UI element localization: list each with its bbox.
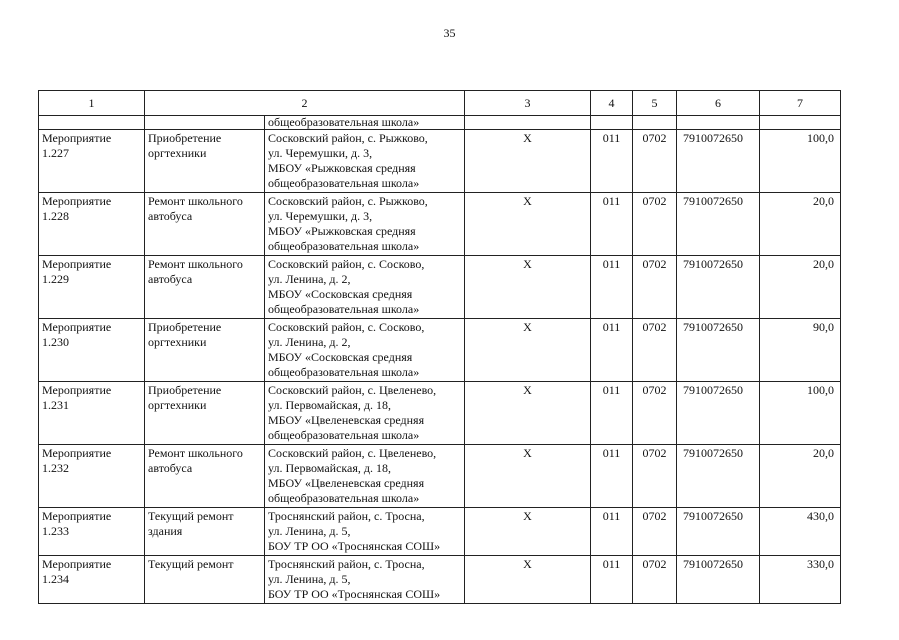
target-cell: 7910072650 (677, 556, 760, 604)
code-cell: 011 (591, 556, 633, 604)
section-cell: 0702 (633, 445, 677, 508)
mark-cell: Х (465, 193, 591, 256)
code-cell: 011 (591, 382, 633, 445)
header-cell: 6 (677, 91, 760, 116)
amount-cell: 100,0 (760, 130, 841, 193)
header-cell: 7 (760, 91, 841, 116)
address-cell: Сосковский район, с. Цвеленево, ул. Первомайская, д. 18, МБОУ «Цвеленевская средняя общеобразовательная школа» (265, 445, 465, 508)
target-cell: 7910072650 (677, 193, 760, 256)
table-row (39, 319, 841, 382)
table-row (39, 556, 841, 604)
amount-cell: 20,0 (760, 445, 841, 508)
event-cell: Мероприятие 1.230 (39, 319, 145, 382)
table-row (39, 193, 841, 256)
name-cell: Текущий ремонт (145, 556, 265, 604)
name-cell: Приобретение оргтехники (145, 382, 265, 445)
section-cell: 0702 (633, 508, 677, 556)
section-cell: 0702 (633, 256, 677, 319)
address-cell: Сосковский район, с. Цвеленево, ул. Первомайская, д. 18, МБОУ «Цвеленевская средняя общеобразовательная школа» (265, 382, 465, 445)
code-cell: 011 (591, 130, 633, 193)
address-cell: Сосковский район, с. Сосково, ул. Ленина, д. 2, МБОУ «Сосковская средняя общеобразовательная школа» (265, 319, 465, 382)
target-cell: 7910072650 (677, 319, 760, 382)
name-cell: Ремонт школьного автобуса (145, 193, 265, 256)
amount-cell: 330,0 (760, 556, 841, 604)
code-cell: 011 (591, 445, 633, 508)
target-cell: 7910072650 (677, 508, 760, 556)
event-cell: Мероприятие 1.228 (39, 193, 145, 256)
header-cell: 5 (633, 91, 677, 116)
address-cell: Сосковский район, с. Рыжково, ул. Черемушки, д. 3, МБОУ «Рыжковская средняя общеобразовательная школа» (265, 130, 465, 193)
page-number: 35 (443, 26, 456, 40)
section-cell: 0702 (633, 130, 677, 193)
section-cell: 0702 (633, 556, 677, 604)
name-cell: Приобретение оргтехники (145, 319, 265, 382)
code-cell: 011 (591, 319, 633, 382)
name-cell: Приобретение оргтехники (145, 130, 265, 193)
section-cell: 0702 (633, 319, 677, 382)
target-cell: 7910072650 (677, 256, 760, 319)
header-cell: 4 (591, 91, 633, 116)
address-cell: Троснянский район, с. Тросна, ул. Ленина, д. 5, БОУ ТР ОО «Троснянская СОШ» (265, 556, 465, 604)
code-cell: 011 (591, 508, 633, 556)
header-cell: 3 (465, 91, 591, 116)
budget-table (38, 90, 841, 604)
mark-cell: Х (465, 319, 591, 382)
event-cell: Мероприятие 1.232 (39, 445, 145, 508)
continuation-row (39, 116, 841, 130)
section-cell: 0702 (633, 193, 677, 256)
amount-cell: 20,0 (760, 193, 841, 256)
address-cell: Троснянский район, с. Тросна, ул. Ленина, д. 5, БОУ ТР ОО «Троснянская СОШ» (265, 508, 465, 556)
mark-cell: Х (465, 130, 591, 193)
address-cell: Сосковский район, с. Рыжково, ул. Черемушки, д. 3, МБОУ «Рыжковская средняя общеобразовательная школа» (265, 193, 465, 256)
event-cell: Мероприятие 1.234 (39, 556, 145, 604)
amount-cell: 20,0 (760, 256, 841, 319)
target-cell: 7910072650 (677, 130, 760, 193)
amount-cell: 90,0 (760, 319, 841, 382)
target-cell: 7910072650 (677, 445, 760, 508)
table-row (39, 130, 841, 193)
event-cell: Мероприятие 1.227 (39, 130, 145, 193)
continuation-text: общеобразовательная школа» (265, 116, 465, 130)
header-row (39, 91, 841, 116)
code-cell: 011 (591, 256, 633, 319)
mark-cell: Х (465, 382, 591, 445)
table-row (39, 445, 841, 508)
event-cell: Мероприятие 1.233 (39, 508, 145, 556)
header-cell: 1 (39, 91, 145, 116)
name-cell: Ремонт школьного автобуса (145, 445, 265, 508)
name-cell: Текущий ремонт здания (145, 508, 265, 556)
mark-cell: Х (465, 445, 591, 508)
mark-cell: Х (465, 508, 591, 556)
event-cell: Мероприятие 1.231 (39, 382, 145, 445)
table-row (39, 382, 841, 445)
amount-cell: 430,0 (760, 508, 841, 556)
mark-cell: Х (465, 256, 591, 319)
section-cell: 0702 (633, 382, 677, 445)
event-cell: Мероприятие 1.229 (39, 256, 145, 319)
address-cell: Сосковский район, с. Сосково, ул. Ленина, д. 2, МБОУ «Сосковская средняя общеобразовательная школа» (265, 256, 465, 319)
table-row (39, 256, 841, 319)
target-cell: 7910072650 (677, 382, 760, 445)
amount-cell: 100,0 (760, 382, 841, 445)
name-cell: Ремонт школьного автобуса (145, 256, 265, 319)
code-cell: 011 (591, 193, 633, 256)
table-row (39, 508, 841, 556)
header-cell: 2 (145, 91, 465, 116)
mark-cell: Х (465, 556, 591, 604)
